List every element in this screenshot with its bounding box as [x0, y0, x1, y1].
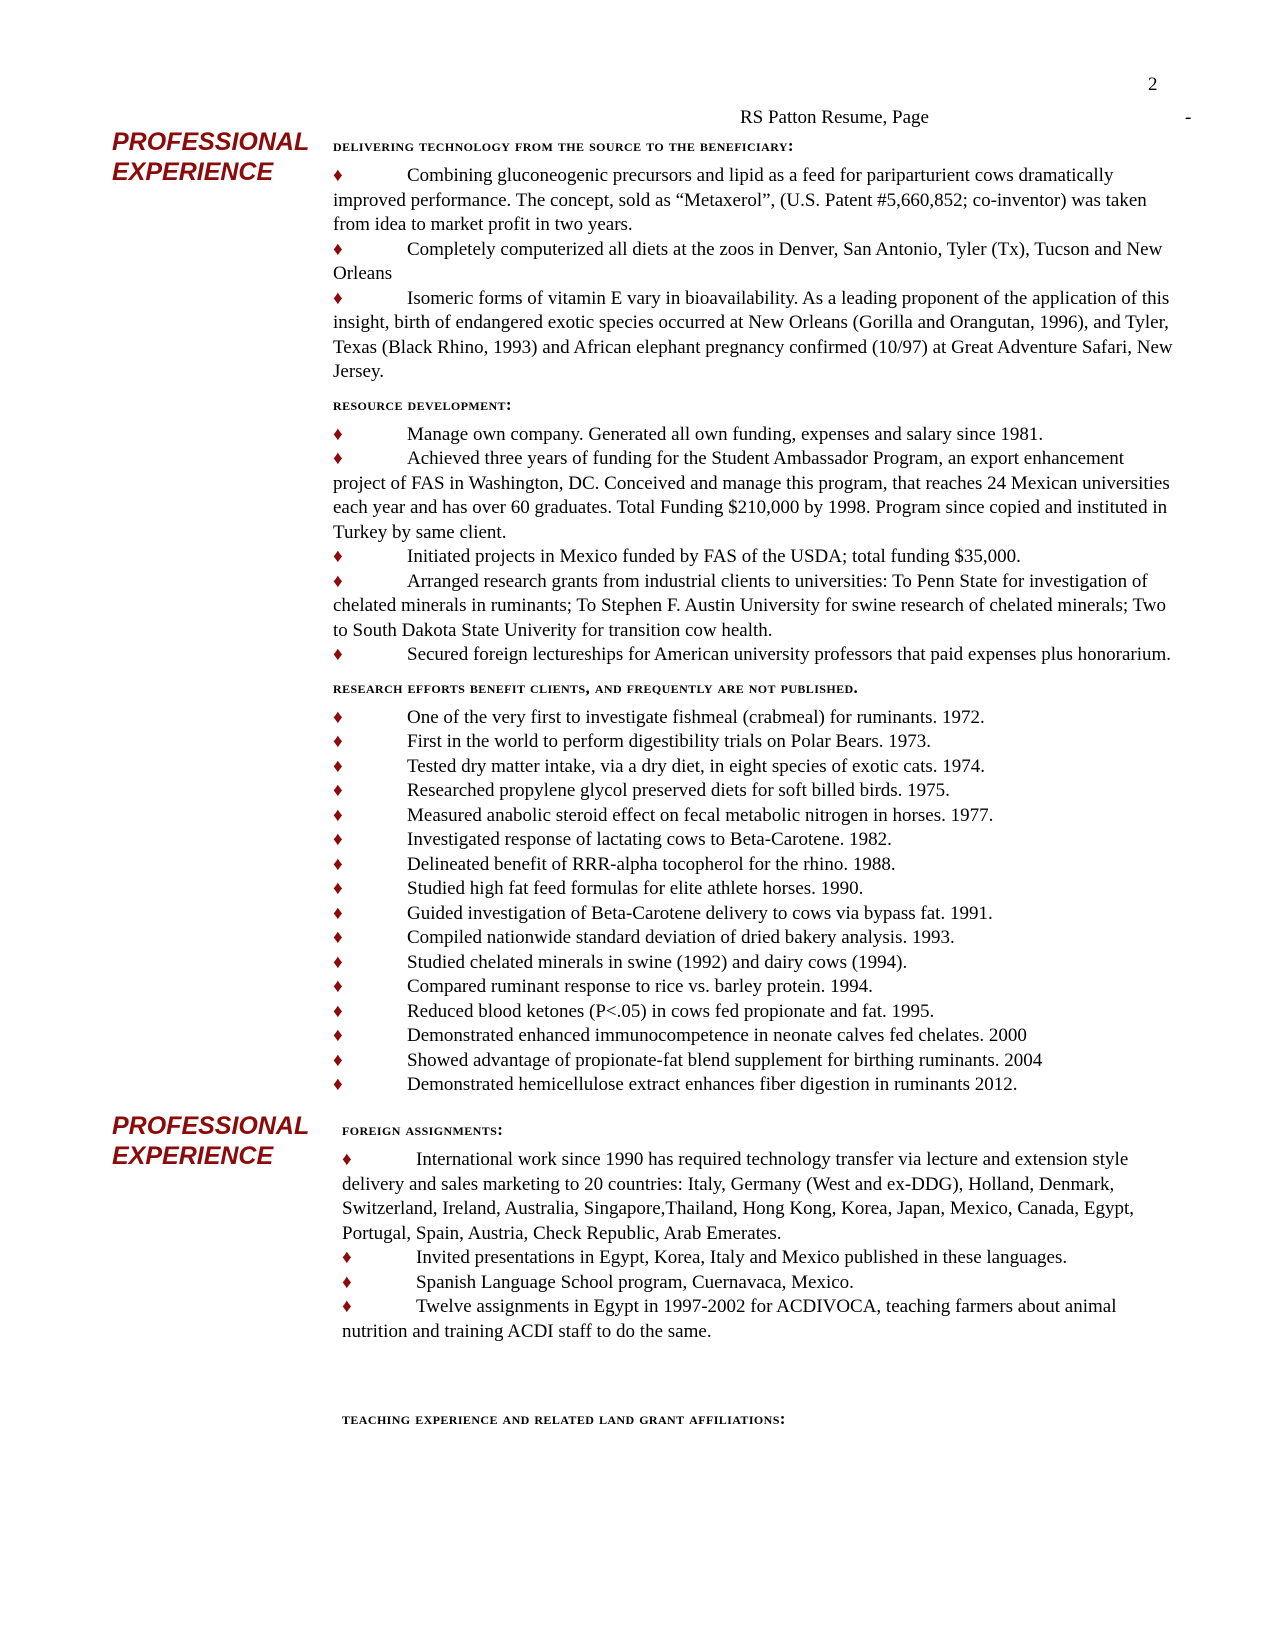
section-delivering	[333, 134, 1173, 385]
teaching-column	[342, 1407, 1182, 1437]
list-item	[333, 1073, 1173, 1098]
section-heading-teaching: teaching experience and related land grant affiliations:	[342, 1409, 786, 1428]
main-column	[333, 134, 1173, 1098]
bullet-list	[333, 164, 1173, 385]
page-number: 2	[1148, 74, 1158, 95]
section-heading: delivering technology from the source to the beneficiary:	[333, 136, 794, 155]
diamond-bullet-icon: ♦	[333, 423, 343, 445]
list-item	[333, 1049, 1173, 1074]
side-label-professional-experience-2	[112, 1111, 309, 1171]
list-item-text: Measured anabolic steroid effect on fecal metabolic nitrogen in horses. 1977.	[407, 804, 994, 826]
diamond-bullet-icon: ♦	[333, 902, 343, 924]
list-item-text: Studied chelated minerals in swine (1992) and dairy cows (1994).	[407, 951, 908, 973]
section-heading: foreign assignments:	[342, 1120, 504, 1139]
list-item	[333, 755, 1173, 780]
list-item-text: Demonstrated hemicellulose extract enhances fiber digestion in ruminants 2012.	[407, 1074, 1018, 1095]
diamond-bullet-icon: ♦	[333, 951, 343, 973]
list-item	[333, 853, 1173, 878]
list-item-text: Isomeric forms of vitamin E vary in bioavailability. As a leading proponent of the application of this insight, birth of endangered exotic species occurred at New Orleans (Gorilla and Orangutan, 1996), and Tyler, Texas (Black Rhino, 1993) and African elephant pregnancy confirmed (10/97) at Great Adventure Safari, New Jersey.	[333, 287, 1173, 382]
bullet-list	[333, 706, 1173, 1098]
list-item	[342, 1246, 1182, 1271]
list-item-text: Guided investigation of Beta-Carotene delivery to cows via bypass fat. 1991.	[407, 902, 993, 924]
list-item	[333, 164, 1173, 238]
diamond-bullet-icon: ♦	[342, 1247, 352, 1268]
diamond-bullet-icon: ♦	[333, 238, 343, 260]
diamond-bullet-icon: ♦	[333, 570, 343, 592]
diamond-bullet-icon: ♦	[333, 853, 343, 875]
list-item-text: Researched propylene glycol preserved diets for soft billed birds. 1975.	[407, 780, 950, 801]
list-item	[342, 1148, 1182, 1246]
list-item-text: Arranged research grants from industrial clients to universities: To Penn State for investigation of chelated minerals in ruminants; To Stephen F. Austin University for swine research of chelated minerals; Two to South Dakota State Univerity for transition cow health.	[333, 570, 1167, 641]
list-item-text: Demonstrated enhanced immunocompetence in neonate calves fed chelates. 2000	[407, 1025, 1027, 1046]
list-item-text: Compared ruminant response to rice vs. barley protein. 1994.	[407, 976, 873, 997]
diamond-bullet-icon: ♦	[333, 731, 343, 752]
diamond-bullet-icon: ♦	[333, 546, 343, 567]
side-label-line: PROFESSIONAL	[112, 128, 310, 156]
diamond-bullet-icon: ♦	[333, 706, 343, 728]
list-item	[333, 238, 1173, 287]
list-item-text: Manage own company. Generated all own funding, expenses and salary since 1981.	[407, 423, 1044, 445]
list-item-text: Delineated benefit of RRR-alpha tocopherol for the rhino. 1988.	[407, 853, 896, 875]
list-item	[333, 975, 1173, 1000]
list-item-text: Spanish Language School program, Cuernavaca, Mexico.	[416, 1271, 854, 1293]
diamond-bullet-icon: ♦	[333, 1049, 343, 1071]
diamond-bullet-icon: ♦	[333, 804, 343, 826]
list-item	[333, 545, 1173, 570]
list-item	[333, 926, 1173, 951]
list-item-text: Achieved three years of funding for the Student Ambassador Program, an export enhancement project of FAS in Washington, DC. Conceived and manage this program, that reaches 24 Mexican universities each year and has over 60 graduates. Total Funding $210,000 by 1998. Program since copied and instituted in Turkey by same client.	[333, 448, 1170, 543]
list-item	[333, 1000, 1173, 1025]
list-item-text: Tested dry matter intake, via a dry diet, in eight species of exotic cats. 1974.	[407, 755, 985, 777]
diamond-bullet-icon: ♦	[342, 1296, 352, 1317]
section-resource	[333, 393, 1173, 668]
diamond-bullet-icon: ♦	[342, 1271, 352, 1293]
diamond-bullet-icon: ♦	[333, 829, 343, 850]
diamond-bullet-icon: ♦	[333, 1025, 343, 1046]
foreign-column	[342, 1118, 1182, 1344]
section-heading: resource development:	[333, 394, 512, 414]
list-item	[333, 951, 1173, 976]
diamond-bullet-icon: ♦	[333, 165, 343, 186]
side-label-professional-experience-1	[112, 127, 309, 187]
diamond-bullet-icon: ♦	[333, 927, 343, 948]
side-label-line: PROFESSIONAL	[112, 1112, 310, 1140]
list-item-text: Investigated response of lactating cows to Beta-Carotene. 1982.	[407, 829, 892, 850]
list-item	[333, 1024, 1173, 1049]
section-foreign	[342, 1118, 1182, 1344]
section-heading: research efforts benefit clients, and frequently are not published.	[333, 677, 859, 697]
diamond-bullet-icon: ♦	[333, 755, 343, 777]
diamond-bullet-icon: ♦	[333, 644, 343, 665]
section-research	[333, 676, 1173, 1098]
diamond-bullet-icon: ♦	[333, 780, 343, 801]
list-item	[333, 643, 1173, 668]
list-item-text: Compiled nationwide standard deviation of dried bakery analysis. 1993.	[407, 927, 955, 948]
bullet-list	[333, 423, 1173, 668]
list-item-text: One of the very first to investigate fishmeal (crabmeal) for ruminants. 1972.	[407, 706, 985, 728]
list-item-text: Secured foreign lectureships for American university professors that paid expenses plus honorarium.	[407, 644, 1172, 665]
bullet-list	[342, 1148, 1182, 1344]
list-item	[333, 730, 1173, 755]
diamond-bullet-icon: ♦	[333, 976, 343, 997]
list-item-text: Initiated projects in Mexico funded by FAS of the USDA; total funding $35,000.	[407, 546, 1021, 567]
list-item-text: Reduced blood ketones (P<.05) in cows fed propionate and fat. 1995.	[407, 1000, 935, 1022]
list-item	[333, 706, 1173, 731]
list-item	[333, 447, 1173, 545]
list-item	[333, 779, 1173, 804]
list-item	[333, 804, 1173, 829]
diamond-bullet-icon: ♦	[342, 1149, 352, 1170]
list-item	[333, 828, 1173, 853]
list-item-text: Twelve assignments in Egypt in 1997-2002 for ACDIVOCA, teaching farmers about animal nutrition and training ACDI staff to do the same.	[342, 1296, 1117, 1342]
diamond-bullet-icon: ♦	[333, 878, 343, 899]
diamond-bullet-icon: ♦	[333, 1074, 343, 1095]
list-item-text: Studied high fat feed formulas for elite athlete horses. 1990.	[407, 878, 864, 899]
list-item-text: International work since 1990 has required technology transfer via lecture and extension style delivery and sales marketing to 20 countries: Italy, Germany (West and ex-DDG), Holland, Denmark, Switzerland, Ireland, Australia, Singapore,Thailand, Hong Kong, Korea, Japan, Mexico, Canada, Egypt, Portugal, Spain, Austria, Check Republic, Arab Emerates.	[342, 1149, 1134, 1244]
list-item-text: Completely computerized all diets at the zoos in Denver, San Antonio, Tyler (Tx), Tucson and New Orleans	[333, 238, 1163, 284]
diamond-bullet-icon: ♦	[333, 448, 343, 469]
list-item	[333, 877, 1173, 902]
list-item	[333, 570, 1173, 644]
list-item	[342, 1295, 1182, 1344]
side-label-line: EXPERIENCE	[112, 1142, 274, 1170]
list-item	[342, 1271, 1182, 1296]
list-item-text: Combining gluconeogenic precursors and lipid as a feed for pariparturient cows dramatically improved performance. The concept, sold as “Metaxerol”, (U.S. Patent #5,660,852; co-inventor) was taken from idea to market profit in two years.	[333, 165, 1147, 235]
list-item-text: First in the world to perform digestibility trials on Polar Bears. 1973.	[407, 731, 932, 752]
list-item-text: Showed advantage of propionate-fat blend supplement for birthing ruminants. 2004	[407, 1049, 1043, 1071]
list-item	[333, 423, 1173, 448]
running-header: RS Patton Resume, Page	[740, 107, 929, 128]
diamond-bullet-icon: ♦	[333, 1000, 343, 1022]
list-item	[333, 287, 1173, 385]
diamond-bullet-icon: ♦	[333, 287, 343, 309]
list-item-text: Invited presentations in Egypt, Korea, Italy and Mexico published in these languages.	[416, 1247, 1068, 1268]
header-dash: -	[1185, 107, 1192, 128]
side-label-line: EXPERIENCE	[112, 158, 274, 186]
list-item	[333, 902, 1173, 927]
